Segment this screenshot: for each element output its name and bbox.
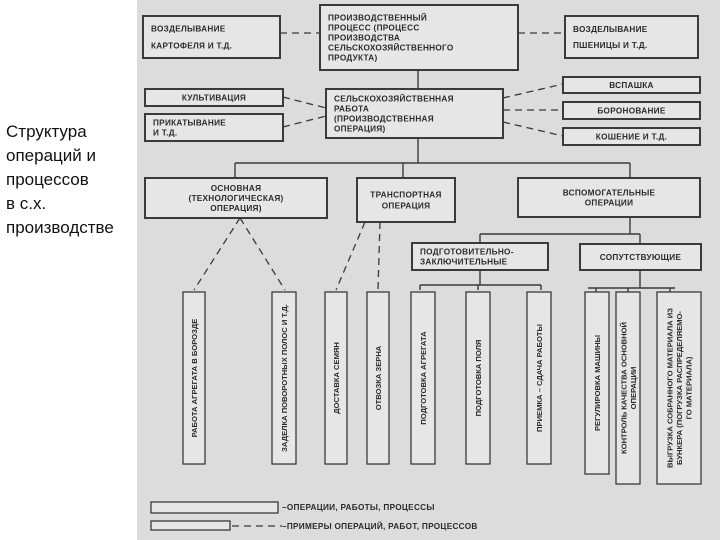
- mowing-label: КОШЕНИЕ И Т.Д.: [595, 132, 668, 142]
- transport-operation-label: ОПЕРАЦИЯ: [381, 201, 431, 211]
- auxiliary-operations-frame: [518, 178, 700, 217]
- transport-operation-box: [357, 178, 455, 222]
- cultivation-label: КУЛЬТИВАЦИЯ: [181, 93, 247, 103]
- dashed-connector: [503, 122, 563, 136]
- potato-label: ВОЗДЕЛЫВАНИЕ: [151, 24, 226, 34]
- example-label: ОТВОЗКА ЗЕРНА: [374, 345, 383, 411]
- example-label: ГО МАТЕРИАЛА): [684, 356, 694, 420]
- rolling-label: ПРИКАТЫВАНИЕ: [153, 118, 227, 128]
- example-box: [466, 292, 490, 464]
- main-operation-label: (ТЕХНОЛОГИЧЕСКАЯ): [188, 194, 284, 203]
- legend-solid-swatch: [151, 502, 278, 513]
- example-label: ПОДГОТОВКА ПОЛЯ: [474, 339, 483, 417]
- example-label: РЕГУЛИРОВКА МАШИНЫ: [593, 334, 602, 432]
- example-box: [527, 292, 551, 464]
- example-box: [616, 292, 640, 484]
- harrowing-label: БОРОНОВАНИЕ: [597, 106, 666, 116]
- example-box: [183, 292, 205, 464]
- dashed-connector: [194, 218, 240, 290]
- dashed-connector: [240, 218, 285, 290]
- preparatory-final-label: ЗАКЛЮЧИТЕЛЬНЫЕ: [420, 257, 508, 267]
- example-label: ПРИЕМКА – СДАЧА РАБОТЫ: [535, 324, 544, 432]
- wheat-label: ВОЗДЕЛЫВАНИЕ: [573, 25, 648, 34]
- plowing-label: ВСПАШКА: [609, 81, 654, 90]
- production-process-label: ПРОЦЕСС (ПРОЦЕСС: [328, 23, 420, 33]
- transport-operation-label: ТРАНСПОРТНАЯ: [370, 190, 442, 200]
- legend: [151, 502, 478, 531]
- example-label: РАБОТА АГРЕГАТА В БОРОЗДЕ: [190, 318, 199, 438]
- potato-box: [143, 16, 280, 58]
- caption-line: операций и: [6, 146, 96, 165]
- preparatory-final-box: [412, 243, 548, 270]
- example-box: [657, 292, 701, 484]
- example-box: [272, 292, 296, 464]
- production-process-label: СЕЛЬСКОХОЗЯЙСТВЕННОГО: [328, 43, 454, 53]
- dashed-connector: [336, 222, 365, 290]
- dashed-connector: [378, 222, 380, 290]
- dashed-connector: [283, 97, 326, 108]
- legend-dashed-swatch: [151, 521, 230, 530]
- dashed-connector: [283, 116, 326, 127]
- wheat-box: [565, 16, 698, 58]
- caption-line: процессов: [6, 170, 89, 189]
- preparatory-final-label: ПОДГОТОВИТЕЛЬНО-: [420, 247, 514, 257]
- example-box: [367, 292, 389, 464]
- mowing-box: [563, 128, 700, 145]
- rolling-box: [145, 114, 283, 141]
- main-operation-label: ОСНОВНАЯ: [210, 184, 262, 193]
- example-label: ОПЕРАЦИИ: [628, 366, 638, 410]
- agricultural-work-label: ОПЕРАЦИЯ): [334, 124, 386, 134]
- accompanying-box: [580, 244, 701, 270]
- wheat-label: ПШЕНИЦЫ И Т.Д.: [573, 41, 648, 50]
- example-label: ВЫГРУЗКА СОБРАННОГО МАТЕРИАЛА ИЗ: [665, 308, 675, 468]
- auxiliary-operations-label: ВСПОМОГАТЕЛЬНЫЕ: [562, 188, 656, 198]
- example-box: [411, 292, 435, 464]
- potato-frame: [143, 16, 280, 58]
- transport-operation-frame: [357, 178, 455, 222]
- example-label: ЗАДЕЛКА ПОВОРОТНЫХ ПОЛОС И Т.Д.: [280, 304, 289, 452]
- legend-solid-label: –ОПЕРАЦИИ, РАБОТЫ, ПРОЦЕССЫ: [282, 503, 435, 512]
- caption-line: Структура: [6, 122, 87, 141]
- dashed-connector: [503, 84, 563, 98]
- auxiliary-operations-label: ОПЕРАЦИИ: [584, 198, 634, 208]
- agricultural-work-box: [326, 89, 503, 138]
- agricultural-work-label: СЕЛЬСКОХОЗЯЙСТВЕННАЯ: [334, 94, 454, 104]
- production-process-label: ПРОИЗВОДСТВА: [328, 33, 401, 43]
- plowing-box: [563, 77, 700, 93]
- example-label: ДОСТАВКА СЕМЯН: [332, 342, 341, 414]
- accompanying-label: СОПУТСТВУЮЩИЕ: [599, 253, 682, 262]
- caption-line: производстве: [6, 218, 114, 237]
- example-box: [585, 292, 609, 474]
- example-label: ПОДГОТОВКА АГРЕГАТА: [419, 331, 428, 425]
- rolling-label: И Т.Д.: [153, 128, 178, 138]
- example-label: КОНТРОЛЬ КАЧЕСТВА ОСНОВНОЙ: [619, 322, 629, 454]
- diagram-boxes: [143, 5, 701, 484]
- potato-label: КАРТОФЕЛЯ И Т.Д.: [151, 41, 233, 51]
- auxiliary-operations-box: [518, 178, 700, 217]
- production-process-box: [320, 5, 518, 70]
- production-process-label: ПРОДУКТА): [328, 53, 378, 63]
- main-operation-label: ОПЕРАЦИЯ): [210, 204, 262, 213]
- cultivation-box: [145, 89, 283, 106]
- agricultural-work-label: РАБОТА: [334, 104, 370, 114]
- production-process-label: ПРОИЗВОДСТВЕННЫЙ: [328, 13, 428, 23]
- wheat-frame: [565, 16, 698, 58]
- agricultural-work-label: (ПРОИЗВОДСТВЕННАЯ: [334, 114, 434, 124]
- example-label: БУНКЕРА (ПОГРУЗКА РАСПРЕДЕЛЯЕМО-: [675, 311, 684, 465]
- example-box: [325, 292, 347, 464]
- legend-dashed-label: –ПРИМЕРЫ ОПЕРАЦИЙ, РАБОТ, ПРОЦЕССОВ: [282, 522, 478, 531]
- main-operation-box: [145, 178, 327, 218]
- harrowing-box: [563, 102, 700, 119]
- caption-line: в с.х.: [6, 194, 47, 213]
